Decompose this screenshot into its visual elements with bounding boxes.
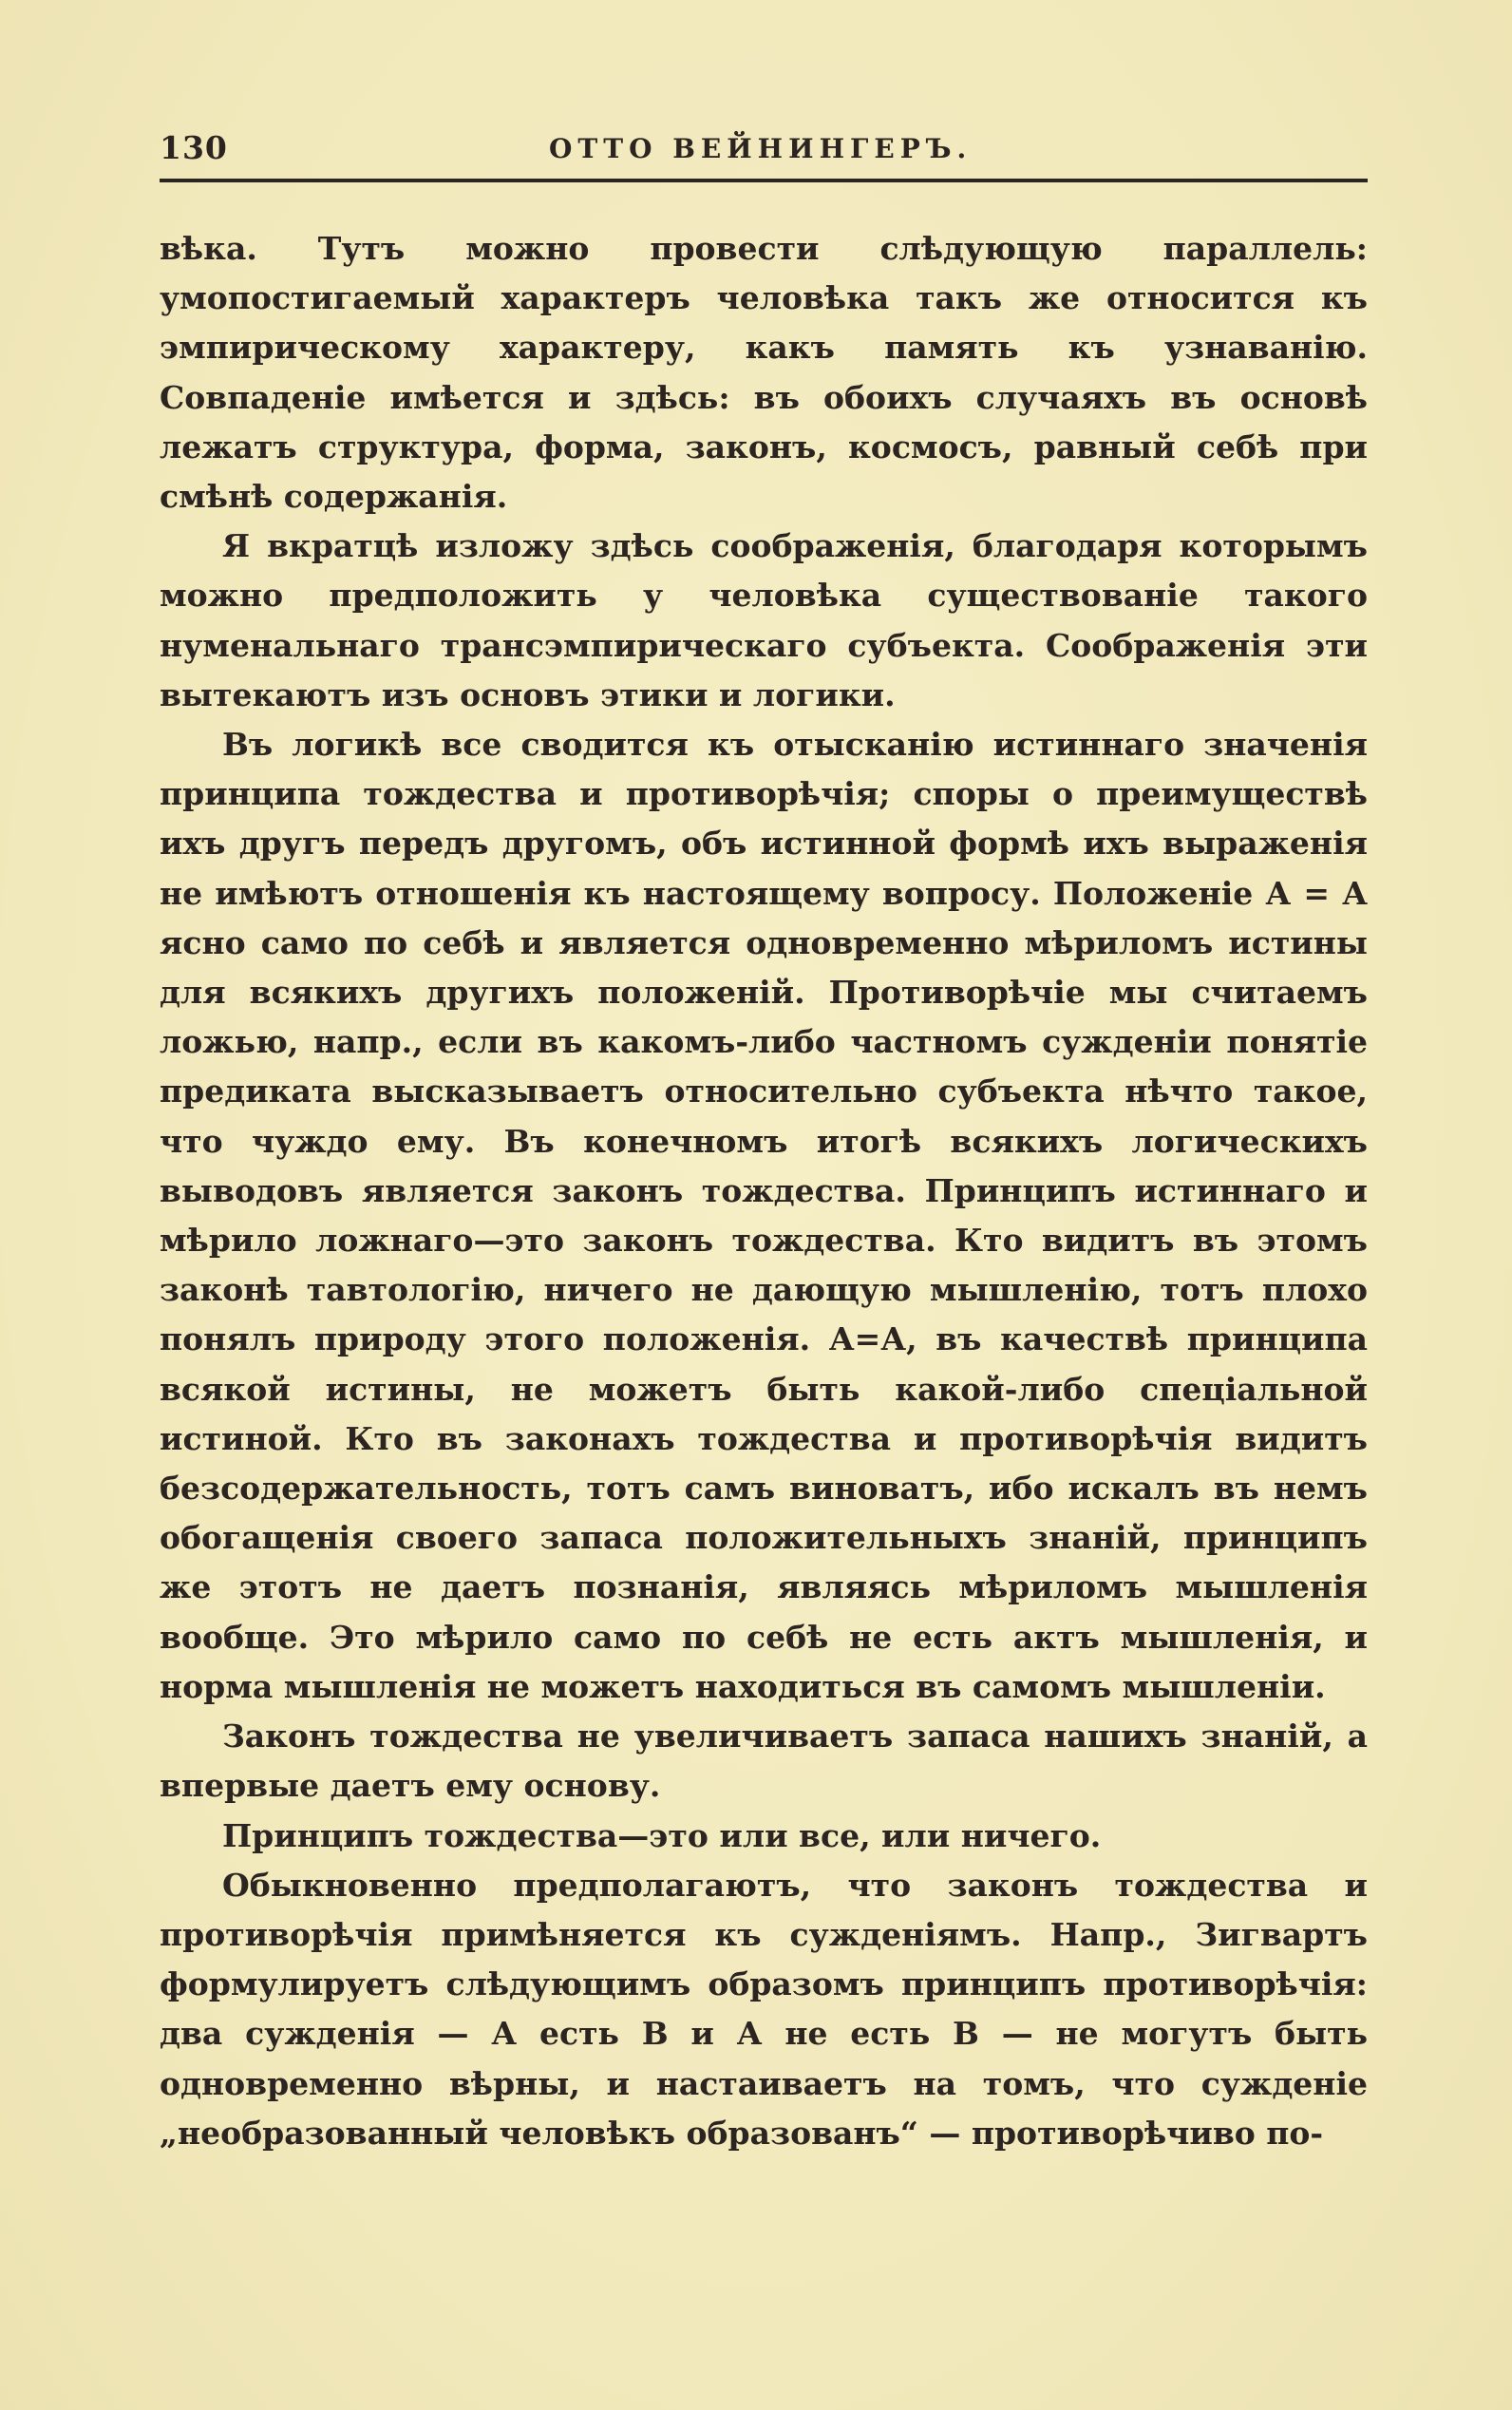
paragraph-3: Въ логикѣ все сводится къ отысканію истиннаго значенія принципа тождества и противорѣчія; споры о преимуществѣ ихъ другъ передъ другомъ, объ истинной формѣ ихъ выраженія не имѣютъ отношенія къ настоящему вопросу. Положеніе А = А ясно само по себѣ и является одновременно мѣриломъ истины для всякихъ другихъ положеній. Противорѣчіе мы считаемъ ложью, напр., если въ какомъ-либо частномъ сужденіи понятіе предиката высказываетъ относительно субъекта нѣчто такое, что чуждо ему. Въ конечномъ итогѣ всякихъ логическихъ выводовъ является законъ тождества. Принципъ истиннаго и мѣрило ложнаго—это законъ тождества. Кто видитъ въ этомъ законѣ тавтологію, ничего не дающую мышленію, тотъ плохо понялъ природу этого положенія. А=А, въ качествѣ принципа всякой истины, не можетъ быть какой-либо спеціальной истиной. Кто въ законахъ тождества и противорѣчія видитъ безсодержательность, тотъ самъ виноватъ, ибо искалъ въ немъ обогащенія своего запаса положительныхъ знаній, принципъ же этотъ не даетъ познанія, являясь мѣриломъ мышленія вообще. Это мѣрило само по себѣ не есть актъ мышленія, и норма мышленія не можетъ находиться въ самомъ мышленіи. [160,726,1368,1705]
paragraph-4: Законъ тождества не увеличиваетъ запаса нашихъ знаній, а впервые даетъ ему основу. [160,1717,1368,1805]
paragraph-2: Я вкратцѣ изложу здѣсь соображенія, благодаря которымъ можно предположить у человѣка существованіе такого нуменальнаго трансэмпирическаго субъекта. Соображенія эти вытекаютъ изъ основъ этики и логики. [160,527,1368,713]
paragraph-1: вѣка. Тутъ можно провести слѣдующую параллель: умопостигаемый характеръ человѣка такъ же относится къ эмпирическому характеру, какъ память къ узнаванію. Совпаденіе имѣется и здѣсь: въ обоихъ случаяхъ въ основѣ лежатъ структура, форма, законъ, космосъ, равный себѣ при смѣнѣ содержанія. [160,230,1368,516]
body-text [160,224,1368,2158]
page-number: 130 [160,129,228,166]
running-title: ОТТО ВЕЙНИНГЕРЪ. [549,133,973,164]
paragraph-5: Принципъ тождества—это или все, или ничего. [222,1816,1102,1854]
page-header [160,129,1368,175]
paragraph-6: Обыкновенно предполагаютъ, что законъ тождества и противорѣчія примѣняется къ сужденіямъ. Напр., Зигвартъ формулируетъ слѣдующимъ образомъ принципъ противорѣчія: два сужденія — А есть В и А не есть В — не могутъ быть одновременно вѣрны, и настаиваетъ на томъ, что сужденіе „необразованный человѣкъ образованъ“ — противорѣчиво по- [160,1866,1368,2152]
header-rule [160,179,1368,182]
